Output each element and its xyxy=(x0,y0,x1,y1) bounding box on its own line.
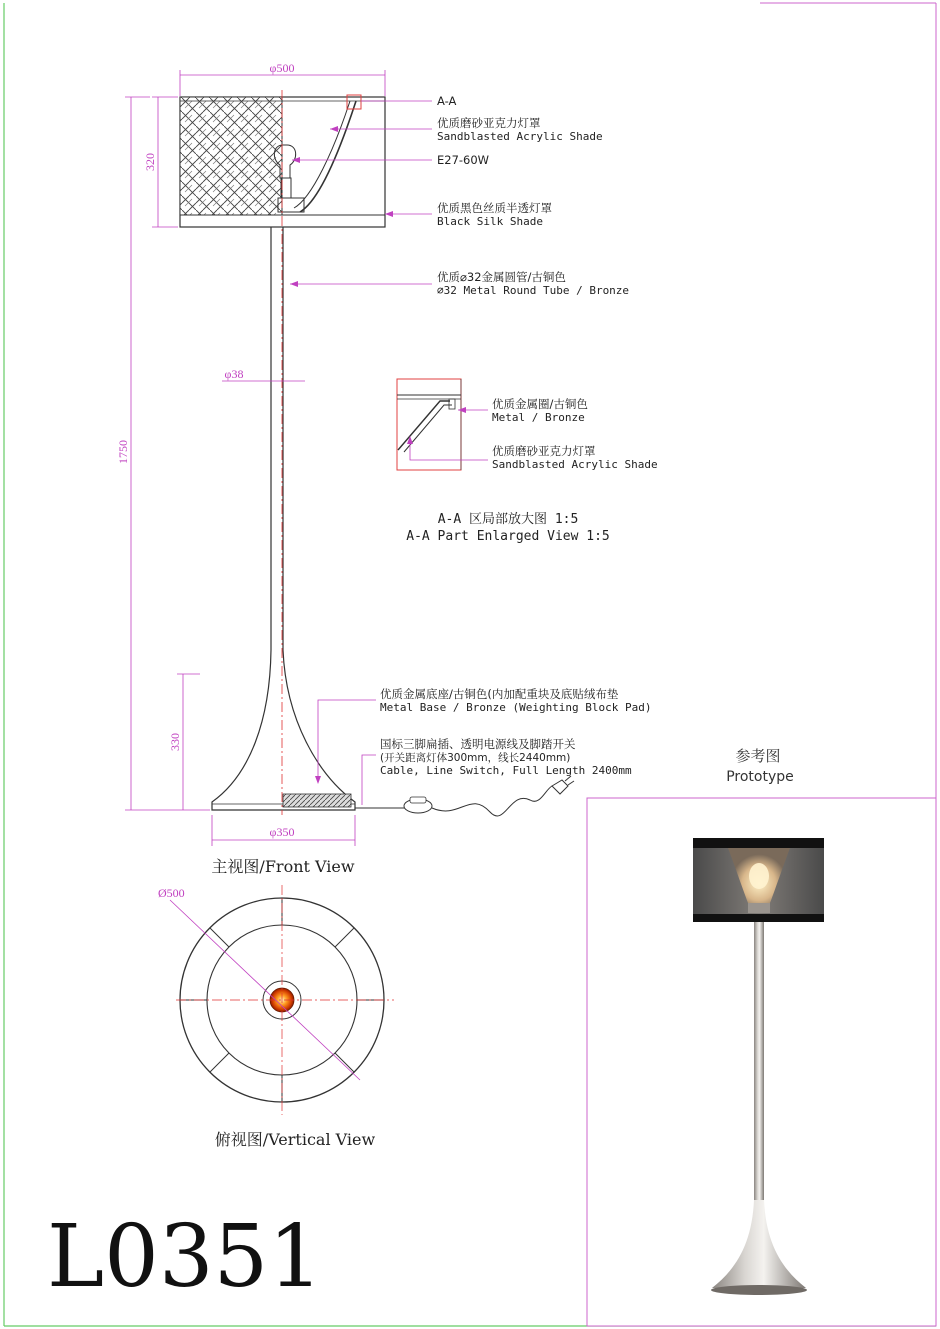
dim-base-diameter-label: φ350 xyxy=(269,825,295,839)
callout-acrylic-cn: 优质磨砂亚克力灯罩 xyxy=(437,116,541,130)
dim-shade-height-label: 320 xyxy=(143,153,157,171)
prototype-label-en: Prototype xyxy=(726,769,794,785)
dim-tube-diameter xyxy=(222,367,305,381)
callout-bulb: E27-60W xyxy=(437,153,490,167)
callout-tube-cn: 优质⌀32金属圆管/古铜色 xyxy=(437,270,566,284)
top-view-caption: 俯视图/Vertical View xyxy=(214,1130,376,1149)
weight-block xyxy=(283,794,351,807)
dim-tube-diameter-label: φ38 xyxy=(224,367,244,381)
dim-base-height xyxy=(168,674,200,810)
silk-shade-texture xyxy=(180,97,282,215)
model-code: L0351 xyxy=(47,1207,323,1307)
prototype-label-cn: 参考图 xyxy=(735,747,781,765)
detail-callout-metal-cn: 优质金属圈/古铜色 xyxy=(492,397,588,411)
dim-shade-diameter xyxy=(180,61,385,96)
detail-callout-metal-en: Metal / Bronze xyxy=(492,411,585,424)
callout-cable-cn2: (开关距离灯体300mm，线长2440mm) xyxy=(380,752,571,764)
dim-total-height-label: 1750 xyxy=(116,440,130,464)
dim-shade-diameter-label: φ500 xyxy=(269,61,295,75)
cable-switch xyxy=(355,776,574,816)
callout-silk-en: Black Silk Shade xyxy=(437,215,543,228)
prototype-panel xyxy=(587,747,936,1326)
detail-title-en: A-A Part Enlarged View 1:5 xyxy=(406,529,610,544)
callout-tube-en: ⌀32 Metal Round Tube / Bronze xyxy=(437,284,630,297)
callout-cable-cn: 国标三脚扁插、透明电源线及脚踏开关 xyxy=(380,737,576,751)
top-view xyxy=(158,885,394,1149)
callout-aa: A-A xyxy=(437,94,457,108)
leader-arrows xyxy=(290,126,393,784)
detail-view xyxy=(397,379,658,544)
dim-shade-height xyxy=(143,97,178,227)
detail-callout-acrylic-cn: 优质磨砂亚克力灯罩 xyxy=(492,444,596,458)
base-outline xyxy=(212,650,355,810)
detail-title-cn: A-A 区局部放大图 1:5 xyxy=(437,512,579,527)
callout-base-en: Metal Base / Bronze (Weighting Block Pad) xyxy=(380,701,652,714)
dim-base-diameter xyxy=(212,815,355,846)
callout-base-cn: 优质金属底座/古铜色(内加配重块及底贴绒布垫 xyxy=(380,687,619,701)
detail-callout-acrylic-en: Sandblasted Acrylic Shade xyxy=(492,458,658,471)
callout-silk-cn: 优质黑色丝质半透灯罩 xyxy=(437,201,552,215)
dim-base-height-label: 330 xyxy=(168,733,182,751)
acrylic-cone xyxy=(300,101,356,212)
detail-frame xyxy=(397,379,461,470)
callout-cable-en: Cable, Line Switch, Full Length 2400mm xyxy=(380,764,632,777)
front-view-caption: 主视图/Front View xyxy=(211,857,355,876)
top-view-dim: Ø500 xyxy=(158,886,185,900)
callout-acrylic-en: Sandblasted Acrylic Shade xyxy=(437,130,603,143)
